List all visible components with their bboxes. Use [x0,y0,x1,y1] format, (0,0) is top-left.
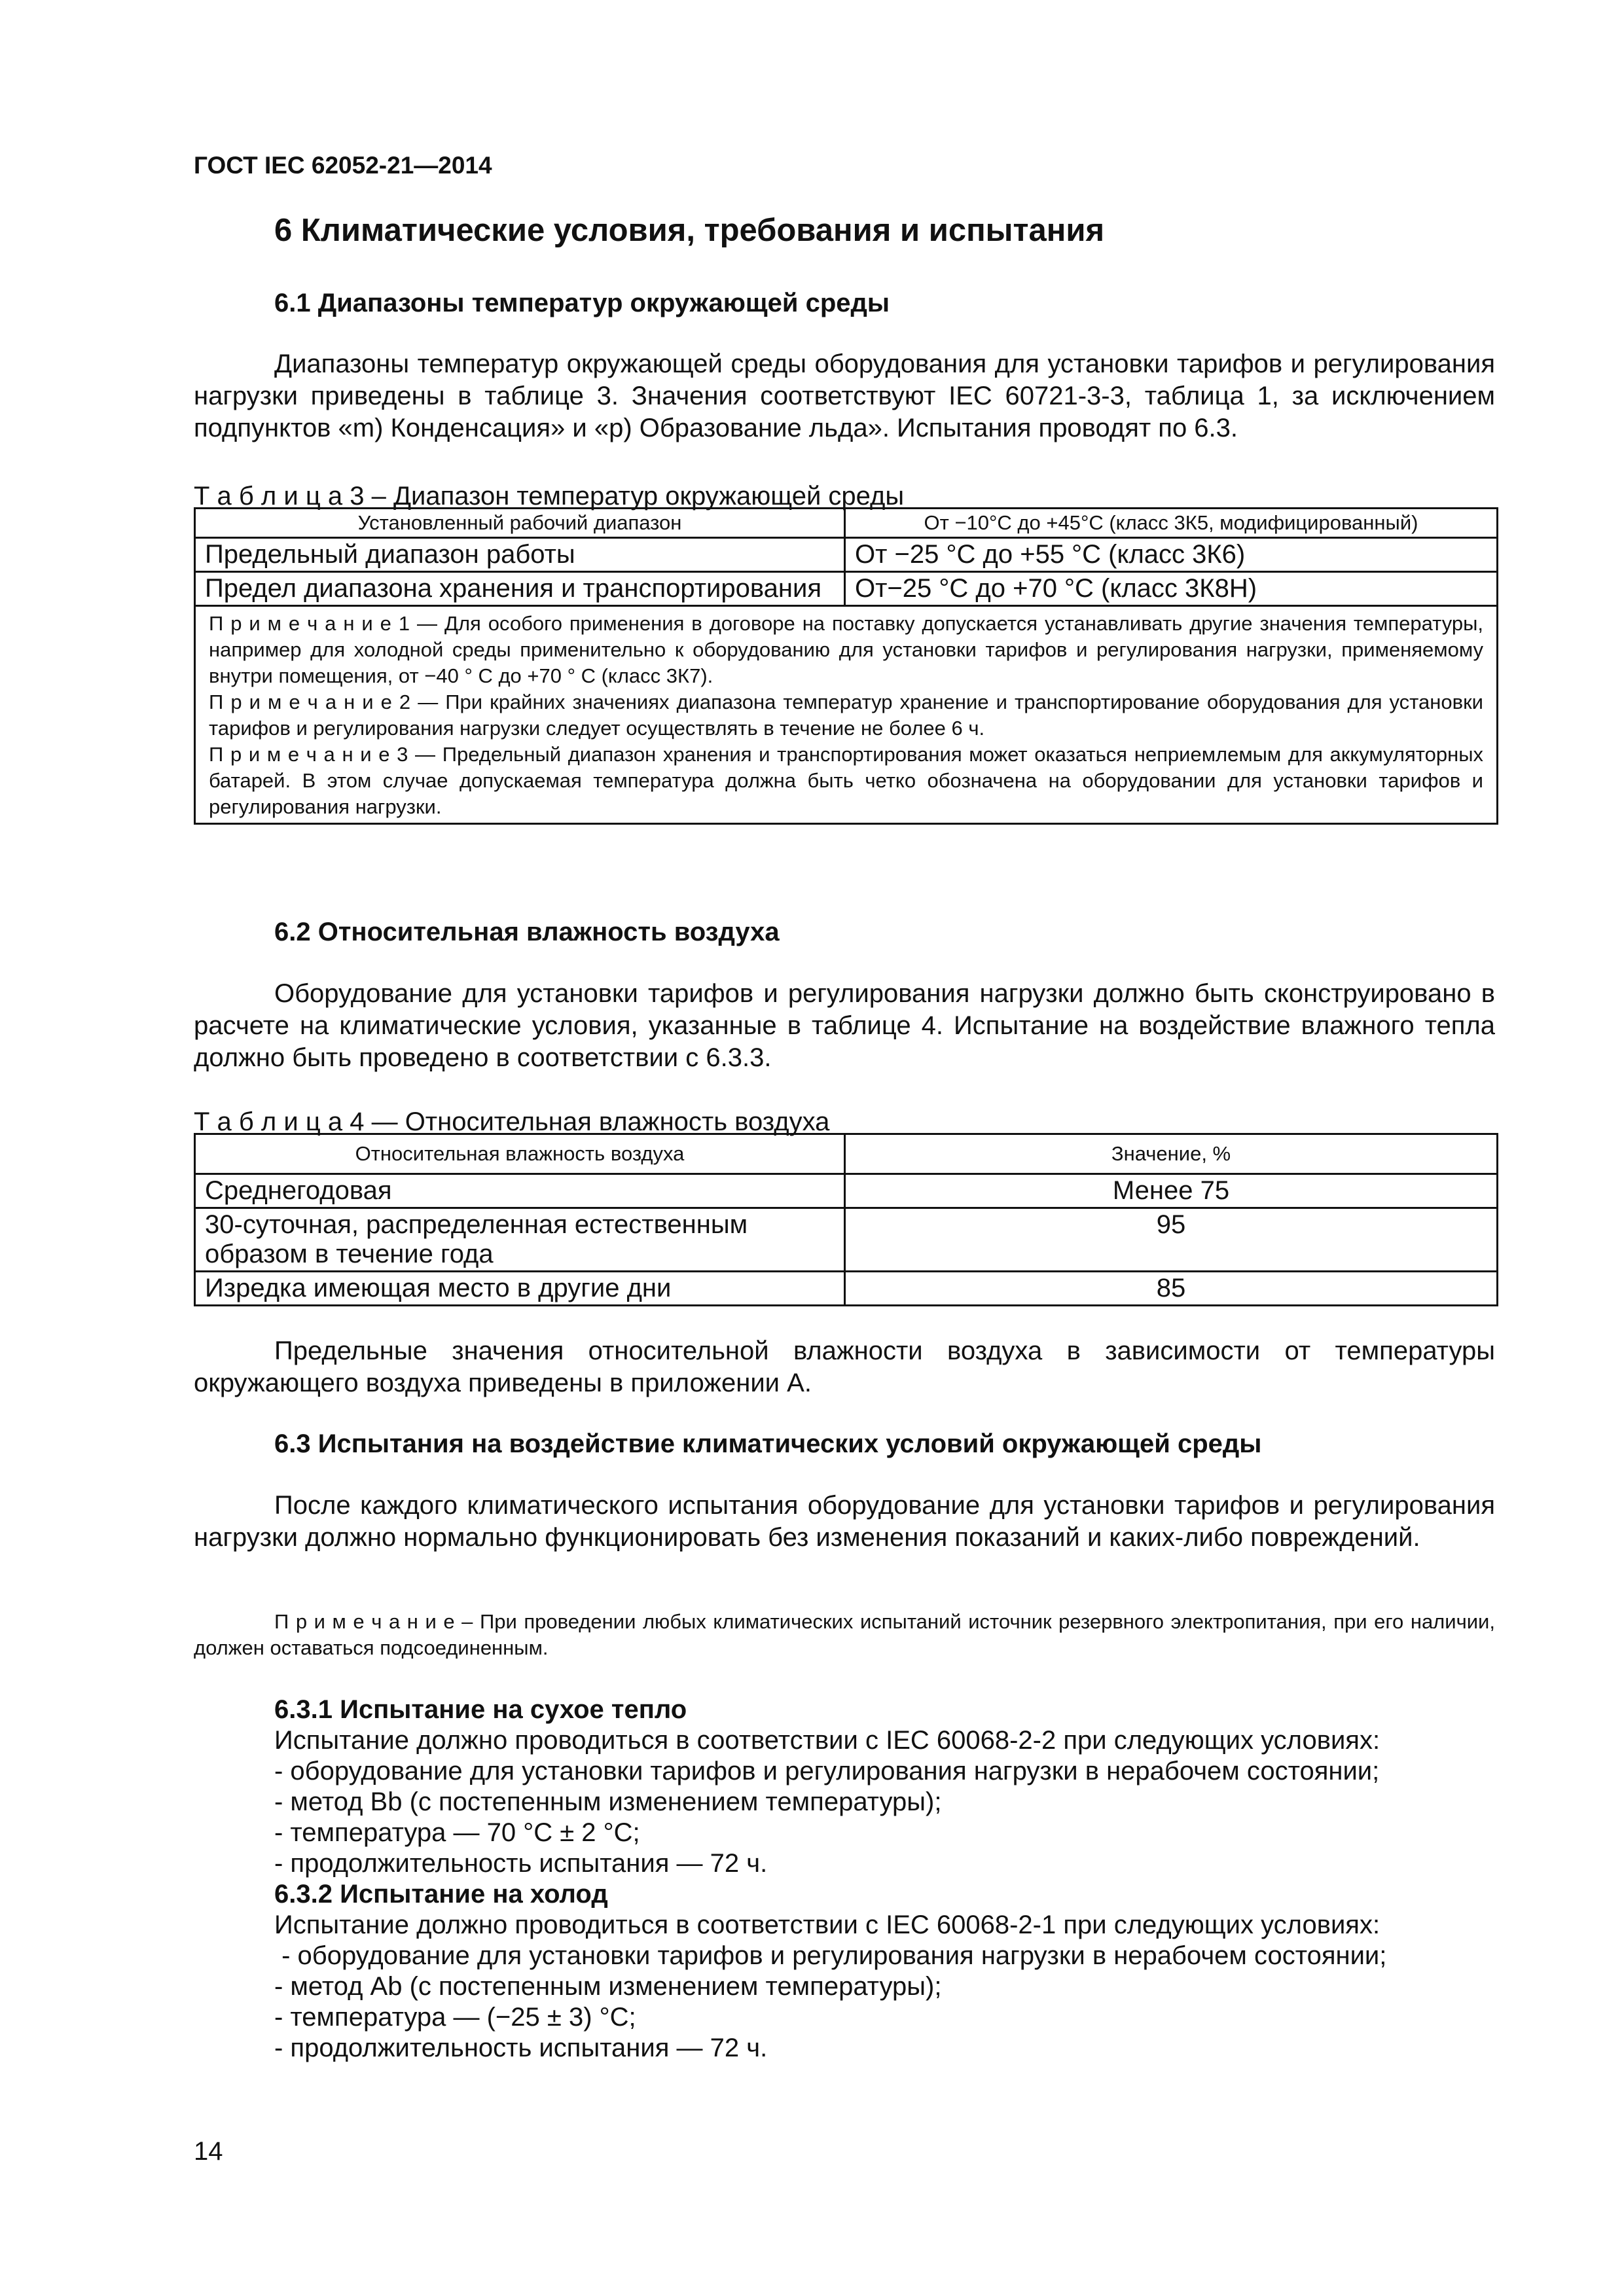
table-cell: Среднегодовая [195,1174,845,1208]
list-item: - оборудование для установки тарифов и регулирования нагрузки в нерабочем состоянии; [274,1757,1380,1785]
list-item: - продолжительность испытания — 72 ч. [274,1849,768,1878]
section-6-3-2 [274,1879,1498,2064]
table-row [195,1174,1498,1208]
table-cell: Установленный рабочий диапазон [195,509,845,538]
section-6-3-1-title: 6.3.1 Испытание на сухое тепло [274,1695,687,1724]
document-header: ГОСТ IEC 62052-21—2014 [194,152,492,179]
table-4 [194,1133,1498,1306]
table-4-caption [194,1107,829,1136]
note-label: П р и м е ч а н и е 1 [209,612,410,635]
table-3-caption-prefix: Т а б л и ц а 3 [194,482,365,511]
list-item: - метод Bb (с постепенным изменением температуры); [274,1787,942,1816]
table-3-caption [194,482,904,511]
list-item: - метод Ab (с постепенным изменением температуры); [274,1972,942,2001]
table-3 [194,507,1498,825]
table-3-notes [195,606,1498,824]
table-cell: Менее 75 [845,1174,1498,1208]
table-cell: Предельный диапазон работы [195,538,845,572]
table-header-row [195,1134,1498,1174]
list-item: - оборудование для установки тарифов и регулирования нагрузки в нерабочем состоянии; [274,1941,1387,1970]
table-header-cell: Относительная влажность воздуха [195,1134,845,1174]
section-6-2-paragraph: Оборудование для установки тарифов и регулирования нагрузки должно быть сконструировано в расчете на климатические условия, указанные в таблице 4. Испытание на воздействие влажного тепла должно быть проведено в соответствии с 6.3.3. [194,979,1495,1072]
section-6-3-1 [274,1695,1498,1879]
note-text: — Предельный диапазон хранения и транспортирования может оказаться неприемлемым для аккумуляторных батарей. В этом случае допускаемая температура должна быть четко обозначена на оборудовании для установки тарифов и регулирования нагрузки. [209,743,1483,818]
section-6-title: 6 Климатические условия, требования и испытания [274,213,1105,248]
table-cell: 30-суточная, распределенная естественным образом в течение года [195,1208,845,1272]
section-6-3-2-title: 6.3.2 Испытание на холод [274,1880,608,1909]
table-cell: Предел диапазона хранения и транспортирования [195,572,845,606]
list-item: Испытание должно проводиться в соответствии с IEC 60068-2-1 при следующих условиях: [274,1910,1380,1939]
section-6-3-title: 6.3 Испытания на воздействие климатических условий окружающей среды [274,1429,1262,1458]
section-6-1-title: 6.1 Диапазоны температур окружающей среды [274,289,890,317]
table-row [195,1272,1498,1306]
table-row [195,1208,1498,1272]
list-item: - температура — (−25 ± 3) °С; [274,2003,636,2032]
list-item: - температура — 70 °С ± 2 °С; [274,1818,640,1847]
table-row [195,606,1498,824]
note-label: П р и м е ч а н и е 2 [209,691,411,713]
section-6-3-note [194,1609,1495,1661]
table-cell: От −10°С до +45°С (класс 3К5, модифицированный) [845,509,1498,538]
table-cell: 95 [845,1208,1498,1272]
note-label: П р и м е ч а н и е 3 [209,743,408,766]
table-cell: Изредка имеющая место в другие дни [195,1272,845,1306]
table-header-cell: Значение, % [845,1134,1498,1174]
table-cell: 85 [845,1272,1498,1306]
table-cell: От −25 °С до +55 °С (класс 3К6) [845,538,1498,572]
list-item: - продолжительность испытания — 72 ч. [274,2034,768,2062]
table-note [209,611,1483,689]
page-number: 14 [194,2137,223,2166]
table-cell: От−25 °С до +70 °С (класс 3К8Н) [845,572,1498,606]
note-text: — При крайних значениях диапазона температур хранение и транспортирование оборудования для установки тарифов и регулирования нагрузки следует осуществлять в течение не более 6 ч. [209,691,1483,740]
table-4-caption-prefix: Т а б л и ц а 4 [194,1107,365,1136]
note-text: — Для особого применения в договоре на поставку допускается устанавливать другие значения температуры, например для холодной среды применительно к оборудованию для установки тарифов и регулирования нагрузки, применяемому внутри помещения, от −40 ° С до +70 ° С (класс 3К7). [209,612,1483,687]
table-row [195,509,1498,538]
table-row [195,572,1498,606]
list-item: Испытание должно проводиться в соответствии с IEC 60068-2-2 при следующих условиях: [274,1726,1380,1755]
note-label: П р и м е ч а н и е [274,1610,455,1633]
table-4-caption-text: — Относительная влажность воздуха [364,1107,830,1136]
section-6-3-paragraph: После каждого климатического испытания оборудование для установки тарифов и регулирования нагрузки должно нормально функционировать без изменения показаний и каких-либо повреждений. [194,1491,1495,1552]
table-row [195,538,1498,572]
section-6-1-paragraph: Диапазоны температур окружающей среды оборудования для установки тарифов и регулирования нагрузки приведены в таблице 3. Значения соответствуют IEC 60721-3-3, таблица 1, за исключением подпунктов «m) Конденсация» и «р) Образование льда». Испытания проводят по 6.3. [194,350,1495,442]
table-3-caption-text: – Диапазон температур окружающей среды [364,482,905,511]
table-note [209,742,1483,820]
section-6-2-paragraph-2: Предельные значения относительной влажности воздуха в зависимости от температуры окружающего воздуха приведены в приложении А. [194,1336,1495,1397]
table-note [209,689,1483,742]
note-text: – При проведении любых климатических испытаний источник резервного электропитания, при его наличии, должен оставаться подсоединенным. [194,1610,1495,1659]
section-6-2-title: 6.2 Относительная влажность воздуха [274,918,780,946]
